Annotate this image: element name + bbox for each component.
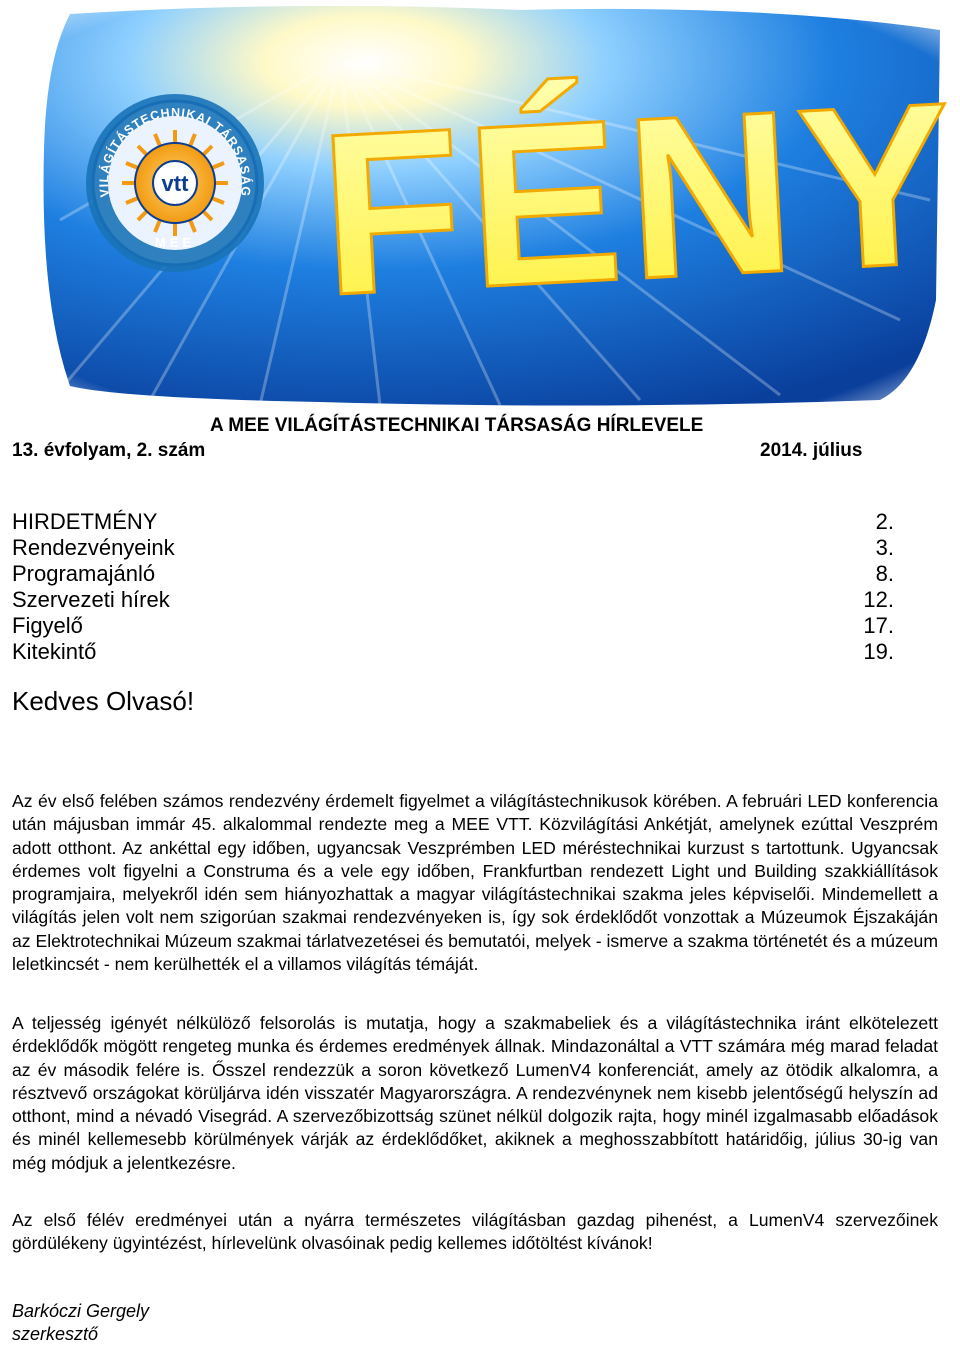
toc-item-label: Figyelő — [12, 613, 83, 638]
issue-date: 2014. július — [760, 440, 863, 461]
toc-item-label: Rendezvényeink — [12, 535, 175, 560]
toc-item[interactable] — [12, 561, 894, 587]
toc-item[interactable] — [12, 613, 894, 639]
newsletter-society-title: A MEE VILÁGÍTÁSTECHNIKAI TÁRSASÁG HÍRLEVELE — [210, 415, 704, 436]
toc-item-page: 2. — [875, 509, 894, 534]
toc-item[interactable] — [12, 639, 894, 665]
toc-item-label: Kitekintő — [12, 639, 97, 664]
greeting-heading: Kedves Olvasó! — [12, 686, 195, 716]
toc-item-label: Szervezeti hírek — [12, 587, 170, 612]
toc-item[interactable] — [12, 587, 894, 613]
toc-item-page: 3. — [875, 535, 894, 560]
issue-number: 13. évfolyam, 2. szám — [12, 440, 206, 461]
signature-name: Barkóczi Gergely — [12, 1301, 150, 1321]
editorial-paragraph: Az első félév eredményei után a nyárra természetes világításban gazdag pihenést, a LumenV4 szervezőinek gördülékeny ügyintézést, hírlevelünk olvasóinak pedig kellemes időtöltést kívánok! — [12, 1210, 938, 1254]
toc-item-label: HIRDETMÉNY — [12, 509, 158, 534]
editorial-paragraph: Az év első felében számos rendezvény érdemelt figyelmet a világítástechnikusok körében. A februári LED konferencia után májusban immár 45. alkalommal rendezte meg a MEE VTT. Közvilágítási Ankétját, amelynek ezúttal Veszprém adott otthont. Az ankéttal egy időben, ugyancsak Veszprémben LED méréstechnikai kurzust s tartottunk. Ugyancsak érdemes volt figyelni a Construma és a vele egy időben, Frankfurtban rendezett Light und Building szakkiállítások programjaira, melyekről idén sem hiányozhattak a magyar világítástechnikai szakma jeles képviselői. Mindemellett a világítás jelen volt nem szigorúan szakmai rendezvényeken is, így sok érdeklődőt vonzottak a Múzeumok Éjszakáján az Elektrotechnikai Múzeum szakmai tárlatvezetései és bemutatói, melyek - ismerve a szakma történetét és a múzeum leletkincsét - nem kerülhették el a villamos világítás témáját. — [12, 791, 938, 975]
toc-item[interactable] — [12, 509, 894, 535]
toc-item-page: 8. — [875, 561, 894, 586]
toc-item-label: Programajánló — [12, 561, 156, 586]
toc-item[interactable] — [12, 535, 894, 561]
toc-item-page: 19. — [863, 639, 894, 664]
toc-item-page: 17. — [863, 613, 894, 638]
editorial-paragraph: A teljesség igényét nélkülöző felsorolás is mutatja, hogy a szakmabeliek és a világítástechnika iránt elkötelezett érdeklődők mögött rengeteg munka és érdemes eredmények állnak. Mindazonáltal a VTT számára még marad feladat az év második felére is. Ősszel rendezzük a soron következő LumenV4 konferenciát, amely az ötödik alkalomra, a résztvevő országokat körüljárva idén visszatér Magyarországra. A rendezvénynek nem kisebb jelentőségű helyszín ad otthont, mind a névadó Visegrád. A szervezőbizottság szünet nélkül dolgozik rajta, hogy minél izgalmasabb előadások és minél kellemesebb körülmények várják az érdeklődőket, akiknek a meghosszabbított határidőig, július 30-ig van még módjuk a jelentkezésre. — [12, 1013, 938, 1173]
toc-item-page: 12. — [863, 587, 894, 612]
signature-role: szerkesztő — [12, 1324, 99, 1344]
masthead-banner — [0, 0, 960, 410]
